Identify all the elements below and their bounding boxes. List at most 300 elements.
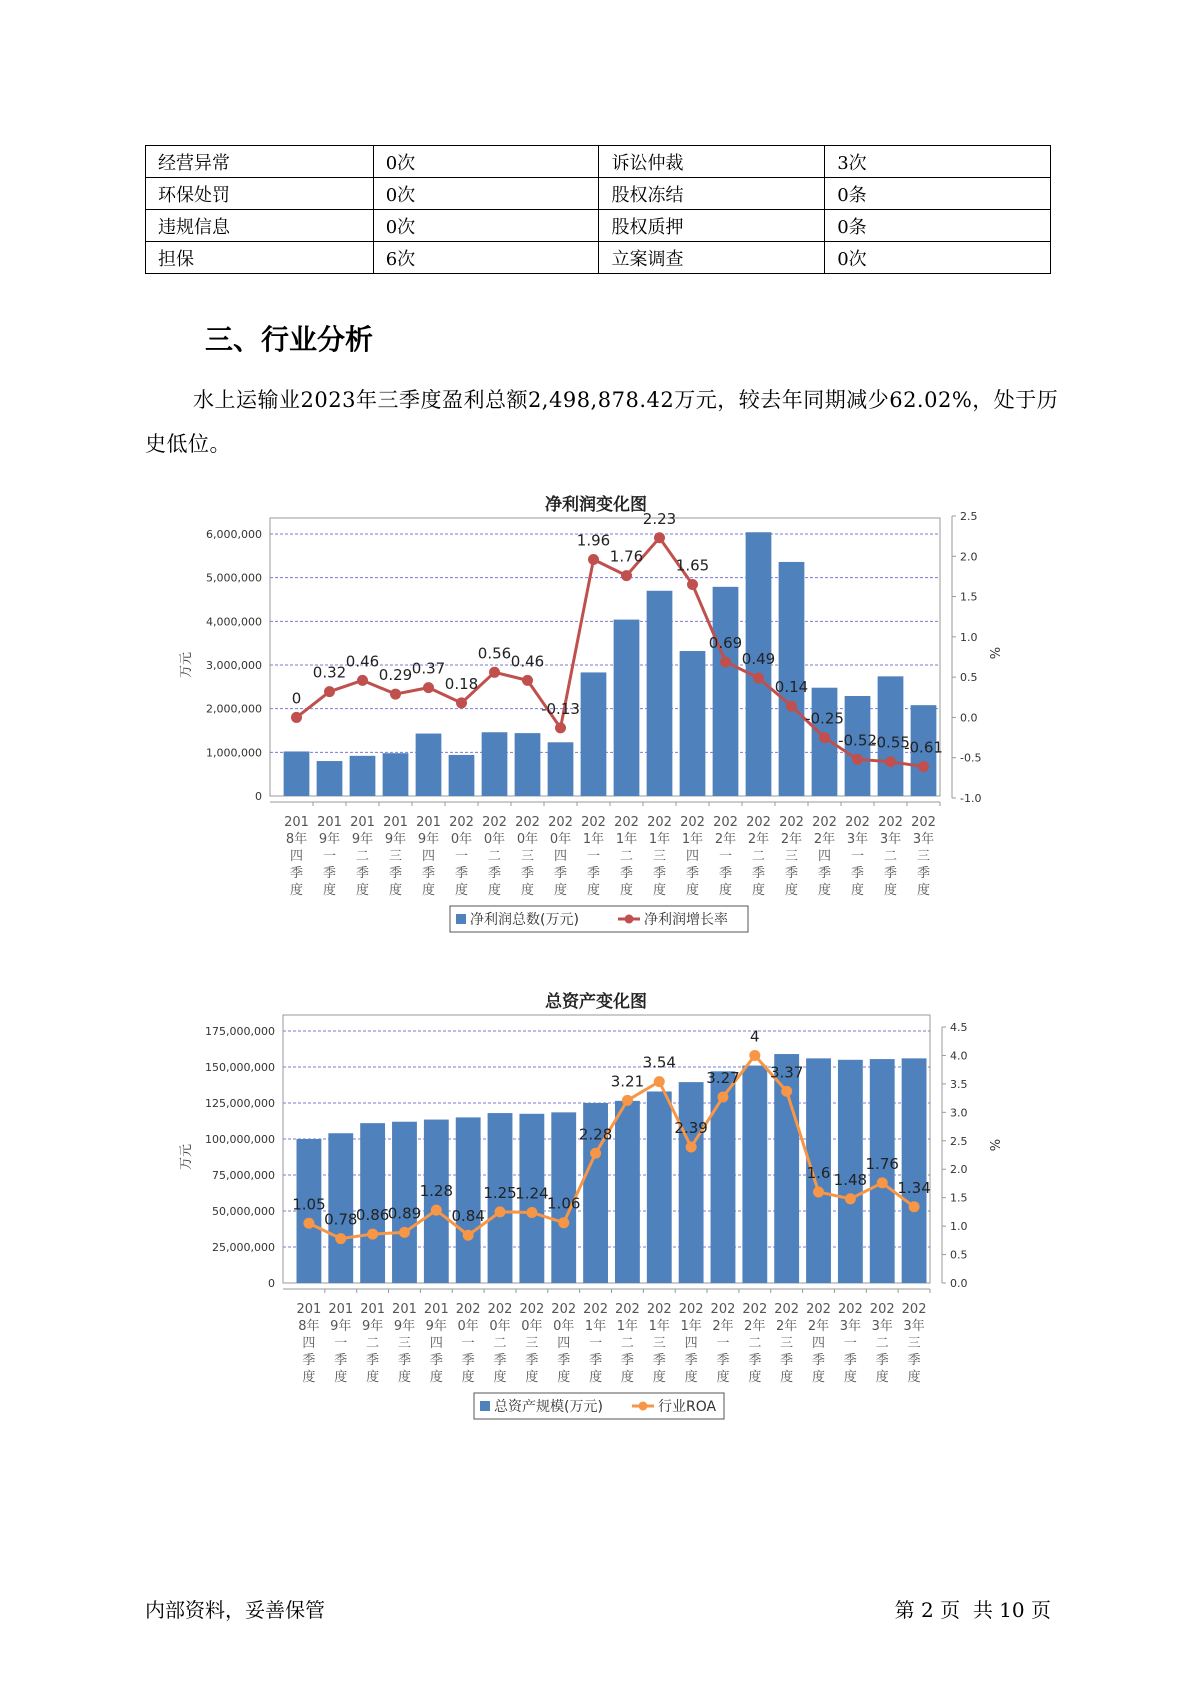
x-tick-label: 季 bbox=[907, 1353, 921, 1368]
y2-tick-label: 2.0 bbox=[950, 1163, 968, 1177]
data-label: 3.21 bbox=[610, 1072, 645, 1091]
x-tick-label: 度 bbox=[322, 883, 337, 898]
bar bbox=[713, 587, 739, 796]
line-point bbox=[819, 732, 830, 743]
data-label: 1.25 bbox=[483, 1183, 517, 1202]
table-cell: 0次 bbox=[373, 146, 599, 178]
x-tick-label: 季 bbox=[397, 1353, 411, 1368]
line-point bbox=[749, 1050, 760, 1061]
chart-title: 净利润变化图 bbox=[545, 495, 647, 515]
y2-tick-label: 1.0 bbox=[950, 1220, 968, 1234]
data-label: 1.34 bbox=[897, 1178, 931, 1197]
x-tick-label: 202 bbox=[901, 1302, 927, 1317]
x-tick-label: 202 bbox=[615, 1302, 640, 1317]
y-tick-label: 125,000,000 bbox=[205, 1097, 275, 1110]
line-point bbox=[813, 1186, 824, 1197]
x-tick-label: 1年 bbox=[648, 1319, 670, 1334]
x-tick-label: 201 bbox=[416, 815, 441, 830]
x-tick-label: 度 bbox=[780, 1370, 794, 1385]
table-row bbox=[146, 210, 1051, 242]
x-tick-label: 202 bbox=[869, 1302, 895, 1317]
y2-tick-label: 0.5 bbox=[960, 671, 978, 685]
x-tick-label: 2年 bbox=[712, 1319, 734, 1334]
y2-tick-label: 1.5 bbox=[960, 590, 978, 604]
x-tick-label: 3年 bbox=[903, 1319, 925, 1334]
bar bbox=[902, 1058, 927, 1283]
data-label: 0.86 bbox=[355, 1206, 390, 1225]
table-cell: 0条 bbox=[825, 210, 1051, 242]
x-tick-label: 一 bbox=[322, 849, 337, 864]
x-tick-label: 202 bbox=[710, 1302, 736, 1317]
data-label: 1.06 bbox=[547, 1194, 581, 1213]
x-tick-label: 度 bbox=[784, 883, 799, 898]
line-point bbox=[687, 579, 698, 590]
x-tick-label: 0年 bbox=[553, 1319, 575, 1334]
bar bbox=[350, 756, 376, 796]
x-tick-label: 度 bbox=[620, 1370, 634, 1385]
line-point bbox=[654, 532, 665, 543]
table-row bbox=[146, 146, 1051, 178]
x-tick-label: 201 bbox=[284, 815, 309, 830]
bar bbox=[548, 742, 574, 796]
x-tick-label: 202 bbox=[878, 815, 903, 830]
x-tick-label: 二 bbox=[493, 1336, 507, 1351]
x-tick-label: 3年 bbox=[879, 832, 902, 847]
line-point bbox=[558, 1217, 569, 1228]
bar bbox=[383, 753, 409, 796]
data-label: 1.76 bbox=[865, 1154, 899, 1173]
x-tick-label: 二 bbox=[619, 849, 634, 864]
x-tick-label: 季 bbox=[525, 1353, 539, 1368]
line-point bbox=[918, 761, 929, 772]
x-tick-label: 9年 bbox=[351, 832, 374, 847]
data-label: 4 bbox=[750, 1027, 760, 1046]
x-tick-label: 四 bbox=[817, 849, 832, 864]
x-tick-label: 1年 bbox=[584, 1319, 607, 1334]
x-tick-label: 季 bbox=[429, 1353, 443, 1368]
x-tick-label: 度 bbox=[388, 883, 403, 898]
x-tick-label: 9年 bbox=[361, 1319, 384, 1334]
data-label: 1.24 bbox=[515, 1184, 549, 1203]
x-tick-label: 一 bbox=[718, 849, 733, 864]
section-title: 三、行业分析 bbox=[205, 323, 374, 356]
x-tick-label: 季 bbox=[716, 1353, 730, 1368]
bar bbox=[615, 1101, 640, 1283]
y-tick-label: 50,000,000 bbox=[212, 1205, 275, 1218]
table-row bbox=[146, 178, 1051, 210]
data-label: 1.6 bbox=[806, 1163, 831, 1182]
x-tick-label: 四 bbox=[685, 849, 700, 864]
x-tick-label: 2年 bbox=[813, 832, 836, 847]
x-tick-label: 三 bbox=[780, 1336, 794, 1351]
data-label: 0.69 bbox=[708, 633, 743, 652]
data-label: 0.37 bbox=[411, 659, 446, 678]
x-tick-label: 2年 bbox=[780, 832, 803, 847]
x-tick-label: 四 bbox=[289, 849, 304, 864]
x-tick-label: 三 bbox=[916, 849, 931, 864]
x-tick-label: 度 bbox=[817, 883, 832, 898]
legend-swatch-point bbox=[625, 915, 634, 924]
x-tick-label: 二 bbox=[883, 849, 898, 864]
y2-tick-label: 4.5 bbox=[950, 1021, 968, 1034]
x-tick-label: 度 bbox=[520, 883, 535, 898]
x-tick-label: 季 bbox=[619, 866, 634, 881]
data-label: 1.48 bbox=[833, 1170, 868, 1189]
line-point bbox=[367, 1229, 378, 1240]
x-tick-label: 季 bbox=[302, 1353, 316, 1368]
x-tick-label: 三 bbox=[397, 1336, 411, 1351]
x-tick-label: 2年 bbox=[776, 1319, 798, 1334]
x-tick-label: 度 bbox=[493, 1370, 507, 1385]
x-tick-label: 202 bbox=[583, 1302, 608, 1317]
y-tick-label: 0 bbox=[255, 790, 262, 803]
x-tick-label: 度 bbox=[289, 883, 304, 898]
x-tick-label: 201 bbox=[350, 815, 375, 830]
total-assets-chart-svg bbox=[0, 985, 1191, 1435]
data-label: -0.61 bbox=[904, 738, 943, 757]
x-tick-label: 度 bbox=[525, 1370, 539, 1385]
x-tick-label: 季 bbox=[780, 1353, 794, 1368]
line-point bbox=[495, 1206, 506, 1217]
x-tick-label: 9年 bbox=[330, 1319, 352, 1334]
line-point bbox=[335, 1233, 346, 1244]
bar bbox=[424, 1120, 449, 1283]
line-point bbox=[399, 1227, 410, 1238]
table-cell: 诉讼仲裁 bbox=[599, 146, 825, 178]
x-tick-label: 季 bbox=[875, 1353, 889, 1368]
x-tick-label: 2年 bbox=[807, 1319, 830, 1334]
line-point bbox=[522, 675, 533, 686]
line-point bbox=[753, 672, 764, 683]
data-label: 1.05 bbox=[292, 1195, 326, 1214]
line-point bbox=[456, 697, 467, 708]
y-tick-label: 1,000,000 bbox=[206, 746, 262, 760]
x-tick-label: 二 bbox=[751, 849, 766, 864]
footer-page-number: 第 2 页 共 10 页 bbox=[894, 1598, 1051, 1622]
x-tick-label: 202 bbox=[713, 815, 738, 830]
x-tick-label: 季 bbox=[812, 1353, 826, 1368]
table-row bbox=[146, 242, 1051, 274]
x-tick-label: 度 bbox=[883, 883, 898, 898]
y2-tick-label: 4.0 bbox=[950, 1049, 968, 1063]
bar bbox=[482, 732, 508, 796]
x-tick-label: 0年 bbox=[483, 832, 506, 847]
bar bbox=[317, 761, 343, 796]
x-tick-label: 202 bbox=[548, 815, 573, 830]
x-tick-label: 1年 bbox=[616, 1319, 639, 1334]
x-tick-label: 度 bbox=[454, 883, 469, 898]
x-tick-label: 0年 bbox=[549, 832, 572, 847]
x-tick-label: 1年 bbox=[615, 832, 638, 847]
x-tick-label: 季 bbox=[355, 866, 370, 881]
line-point bbox=[654, 1076, 665, 1087]
line-point bbox=[909, 1201, 920, 1212]
line-point bbox=[717, 1091, 728, 1102]
bar bbox=[647, 1091, 672, 1283]
x-tick-label: 一 bbox=[843, 1336, 857, 1351]
x-tick-label: 201 bbox=[392, 1302, 417, 1317]
x-tick-label: 三 bbox=[388, 849, 403, 864]
x-tick-label: 季 bbox=[784, 866, 799, 881]
x-tick-label: 季 bbox=[883, 866, 898, 881]
y-tick-label: 150,000,000 bbox=[205, 1061, 275, 1074]
x-tick-label: 202 bbox=[646, 1302, 672, 1317]
x-tick-label: 四 bbox=[557, 1336, 571, 1351]
x-tick-label: 季 bbox=[916, 866, 931, 881]
y2-tick-label: -1.0 bbox=[960, 792, 982, 805]
x-tick-label: 三 bbox=[652, 1336, 666, 1351]
legend-swatch-point bbox=[639, 1402, 648, 1411]
x-tick-label: 度 bbox=[875, 1370, 889, 1385]
x-tick-label: 季 bbox=[684, 1353, 698, 1368]
x-tick-label: 202 bbox=[515, 815, 540, 830]
x-tick-label: 二 bbox=[875, 1336, 889, 1351]
y-tick-label: 175,000,000 bbox=[205, 1025, 275, 1038]
y-tick-label: 75,000,000 bbox=[212, 1169, 275, 1182]
x-tick-label: 一 bbox=[589, 1336, 603, 1351]
line-point bbox=[303, 1218, 314, 1229]
x-tick-label: 9年 bbox=[384, 832, 407, 847]
x-tick-label: 度 bbox=[487, 883, 502, 898]
x-tick-label: 度 bbox=[619, 883, 634, 898]
y-tick-label: 0 bbox=[268, 1277, 275, 1290]
data-label: 0.56 bbox=[477, 644, 512, 663]
x-tick-label: 度 bbox=[429, 1370, 443, 1385]
line-point bbox=[786, 701, 797, 712]
x-tick-label: 度 bbox=[652, 1370, 666, 1385]
line-point bbox=[423, 682, 434, 693]
bar bbox=[328, 1133, 353, 1283]
x-tick-label: 四 bbox=[812, 1336, 826, 1351]
legend-swatch-bar bbox=[456, 914, 466, 924]
x-tick-label: 201 bbox=[383, 815, 408, 830]
x-tick-label: 201 bbox=[360, 1302, 386, 1317]
data-label: 2.23 bbox=[642, 509, 677, 528]
y2-axis-label: % bbox=[989, 1138, 1004, 1152]
x-tick-label: 1年 bbox=[648, 832, 671, 847]
x-tick-label: 202 bbox=[678, 1302, 704, 1317]
x-tick-label: 度 bbox=[907, 1370, 921, 1385]
x-tick-label: 1年 bbox=[681, 832, 704, 847]
x-tick-label: 二 bbox=[366, 1336, 380, 1351]
summary-paragraph: 水上运输业2023年三季度盈利总额2,498,878.42万元，较去年同期减少62.02%，处于历史低位。 bbox=[145, 388, 1059, 456]
x-tick-label: 0年 bbox=[457, 1319, 479, 1334]
x-tick-label: 一 bbox=[454, 849, 469, 864]
x-tick-label: 季 bbox=[748, 1353, 762, 1368]
data-label: 0.78 bbox=[324, 1210, 358, 1229]
x-tick-label: 202 bbox=[779, 815, 804, 830]
x-tick-label: 度 bbox=[843, 1370, 857, 1385]
x-tick-label: 度 bbox=[748, 1370, 762, 1385]
x-tick-label: 度 bbox=[553, 883, 568, 898]
x-tick-label: 202 bbox=[812, 815, 837, 830]
x-tick-label: 四 bbox=[302, 1336, 316, 1351]
bar bbox=[449, 755, 475, 796]
line-point bbox=[390, 689, 401, 700]
bar bbox=[392, 1122, 417, 1283]
line-point bbox=[621, 570, 632, 581]
x-tick-label: 2年 bbox=[747, 832, 770, 847]
footer-confidential: 内部资料，妥善保管 bbox=[145, 1598, 325, 1622]
y2-tick-label: 3.0 bbox=[950, 1106, 968, 1120]
x-tick-label: 季 bbox=[652, 866, 667, 881]
net-profit-chart bbox=[0, 488, 1191, 942]
y2-tick-label: -0.5 bbox=[960, 751, 982, 765]
x-tick-label: 202 bbox=[487, 1302, 513, 1317]
x-tick-label: 3年 bbox=[912, 832, 935, 847]
x-tick-label: 202 bbox=[806, 1302, 831, 1317]
x-tick-label: 度 bbox=[916, 883, 931, 898]
data-label: 0.46 bbox=[345, 652, 380, 671]
x-tick-label: 一 bbox=[461, 1336, 475, 1351]
x-tick-label: 度 bbox=[812, 1370, 826, 1385]
line-point bbox=[526, 1207, 537, 1218]
bar bbox=[614, 620, 640, 796]
table-cell: 立案调查 bbox=[599, 242, 825, 274]
line-point bbox=[781, 1086, 792, 1097]
x-tick-label: 201 bbox=[296, 1302, 322, 1317]
y-tick-label: 3,000,000 bbox=[206, 659, 262, 672]
y2-tick-label: 2.5 bbox=[950, 1134, 968, 1148]
y-tick-label: 5,000,000 bbox=[206, 571, 262, 585]
line-point bbox=[877, 1177, 888, 1188]
x-tick-label: 度 bbox=[850, 883, 865, 898]
x-tick-label: 二 bbox=[355, 849, 370, 864]
x-tick-label: 二 bbox=[620, 1336, 634, 1351]
x-tick-label: 202 bbox=[581, 815, 606, 830]
x-tick-label: 季 bbox=[493, 1353, 507, 1368]
x-tick-label: 9年 bbox=[417, 832, 440, 847]
x-tick-label: 度 bbox=[421, 883, 436, 898]
x-tick-label: 202 bbox=[647, 815, 672, 830]
line-point bbox=[489, 667, 500, 678]
x-tick-label: 季 bbox=[366, 1353, 380, 1368]
total-assets-chart bbox=[0, 985, 1191, 1439]
line-point bbox=[686, 1142, 697, 1153]
table-cell: 0次 bbox=[373, 178, 599, 210]
data-label: 3.27 bbox=[706, 1068, 740, 1087]
x-tick-label: 201 bbox=[423, 1302, 449, 1317]
x-tick-label: 一 bbox=[334, 1336, 348, 1351]
x-tick-label: 202 bbox=[746, 815, 771, 830]
x-tick-label: 度 bbox=[589, 1370, 603, 1385]
y-axis-label: 万元 bbox=[179, 651, 194, 679]
x-tick-label: 3年 bbox=[871, 1319, 893, 1334]
data-label: -0.52 bbox=[838, 731, 877, 750]
table-cell: 0次 bbox=[373, 210, 599, 242]
x-tick-label: 0年 bbox=[521, 1319, 543, 1334]
x-tick-label: 季 bbox=[586, 866, 601, 881]
line-point bbox=[555, 722, 566, 733]
y-tick-label: 6,000,000 bbox=[206, 528, 262, 541]
bar bbox=[679, 1082, 704, 1283]
x-tick-label: 季 bbox=[334, 1353, 348, 1368]
x-tick-label: 季 bbox=[421, 866, 436, 881]
data-label: 1.28 bbox=[419, 1182, 454, 1201]
y2-tick-label: 0.0 bbox=[950, 1277, 968, 1290]
x-tick-label: 季 bbox=[843, 1353, 857, 1368]
x-tick-label: 三 bbox=[520, 849, 535, 864]
table-cell: 0次 bbox=[825, 242, 1051, 274]
x-tick-label: 一 bbox=[586, 849, 601, 864]
bar bbox=[416, 734, 442, 796]
x-tick-label: 度 bbox=[716, 1370, 730, 1385]
x-tick-label: 0年 bbox=[450, 832, 473, 847]
y2-axis-label: % bbox=[989, 646, 1004, 660]
x-tick-label: 202 bbox=[519, 1302, 545, 1317]
line-point bbox=[622, 1095, 633, 1106]
table-cell: 0条 bbox=[825, 178, 1051, 210]
y2-tick-label: 3.5 bbox=[950, 1077, 968, 1091]
line-point bbox=[852, 754, 863, 765]
x-tick-label: 季 bbox=[850, 866, 865, 881]
data-label: 0.18 bbox=[444, 674, 479, 693]
data-label: 1.65 bbox=[675, 556, 710, 575]
chart-title: 总资产变化图 bbox=[545, 992, 647, 1012]
x-tick-label: 四 bbox=[429, 1336, 443, 1351]
x-tick-label: 202 bbox=[614, 815, 639, 830]
x-tick-label: 三 bbox=[525, 1336, 539, 1351]
x-tick-label: 季 bbox=[520, 866, 535, 881]
x-tick-label: 9年 bbox=[425, 1319, 447, 1334]
x-tick-label: 1年 bbox=[680, 1319, 702, 1334]
y2-tick-label: 1.0 bbox=[960, 630, 978, 644]
data-label: 0.89 bbox=[387, 1204, 422, 1223]
x-tick-label: 201 bbox=[317, 815, 342, 830]
y2-tick-label: 0.0 bbox=[960, 711, 978, 725]
data-label: 3.37 bbox=[769, 1063, 804, 1082]
bar bbox=[742, 1066, 767, 1283]
x-tick-label: 度 bbox=[397, 1370, 411, 1385]
y2-tick-label: 2.0 bbox=[960, 550, 978, 564]
x-tick-label: 度 bbox=[586, 883, 601, 898]
x-tick-label: 季 bbox=[461, 1353, 475, 1368]
data-label: 0.29 bbox=[378, 666, 413, 685]
x-tick-label: 8年 bbox=[298, 1319, 320, 1334]
x-tick-label: 202 bbox=[845, 815, 870, 830]
x-tick-label: 三 bbox=[907, 1336, 921, 1351]
line-point bbox=[590, 1148, 601, 1159]
x-tick-label: 度 bbox=[461, 1370, 475, 1385]
net-profit-chart-svg bbox=[0, 488, 1191, 938]
table-cell: 担保 bbox=[146, 242, 374, 274]
legend-label: 行业ROA bbox=[658, 1399, 717, 1415]
legend-swatch-bar bbox=[480, 1401, 490, 1411]
data-label: 2.39 bbox=[674, 1119, 708, 1138]
x-tick-label: 四 bbox=[684, 1336, 698, 1351]
x-tick-label: 2年 bbox=[714, 832, 737, 847]
y-axis-label: 万元 bbox=[179, 1143, 194, 1171]
x-tick-label: 一 bbox=[716, 1336, 730, 1351]
x-tick-label: 三 bbox=[652, 849, 667, 864]
line-point bbox=[588, 554, 599, 565]
risk-info-table bbox=[145, 145, 1051, 274]
x-tick-label: 季 bbox=[751, 866, 766, 881]
x-tick-label: 202 bbox=[837, 1302, 863, 1317]
x-tick-label: 一 bbox=[850, 849, 865, 864]
legend-label: 净利润增长率 bbox=[644, 912, 728, 928]
line-point bbox=[431, 1205, 442, 1216]
line-point bbox=[291, 712, 302, 723]
line-point bbox=[463, 1230, 474, 1241]
y2-tick-label: 1.5 bbox=[950, 1191, 968, 1205]
x-tick-label: 度 bbox=[366, 1370, 380, 1385]
data-label: 0.84 bbox=[451, 1207, 485, 1226]
x-tick-label: 季 bbox=[718, 866, 733, 881]
x-tick-label: 度 bbox=[652, 883, 667, 898]
y-tick-label: 25,000,000 bbox=[212, 1241, 275, 1254]
x-tick-label: 季 bbox=[454, 866, 469, 881]
